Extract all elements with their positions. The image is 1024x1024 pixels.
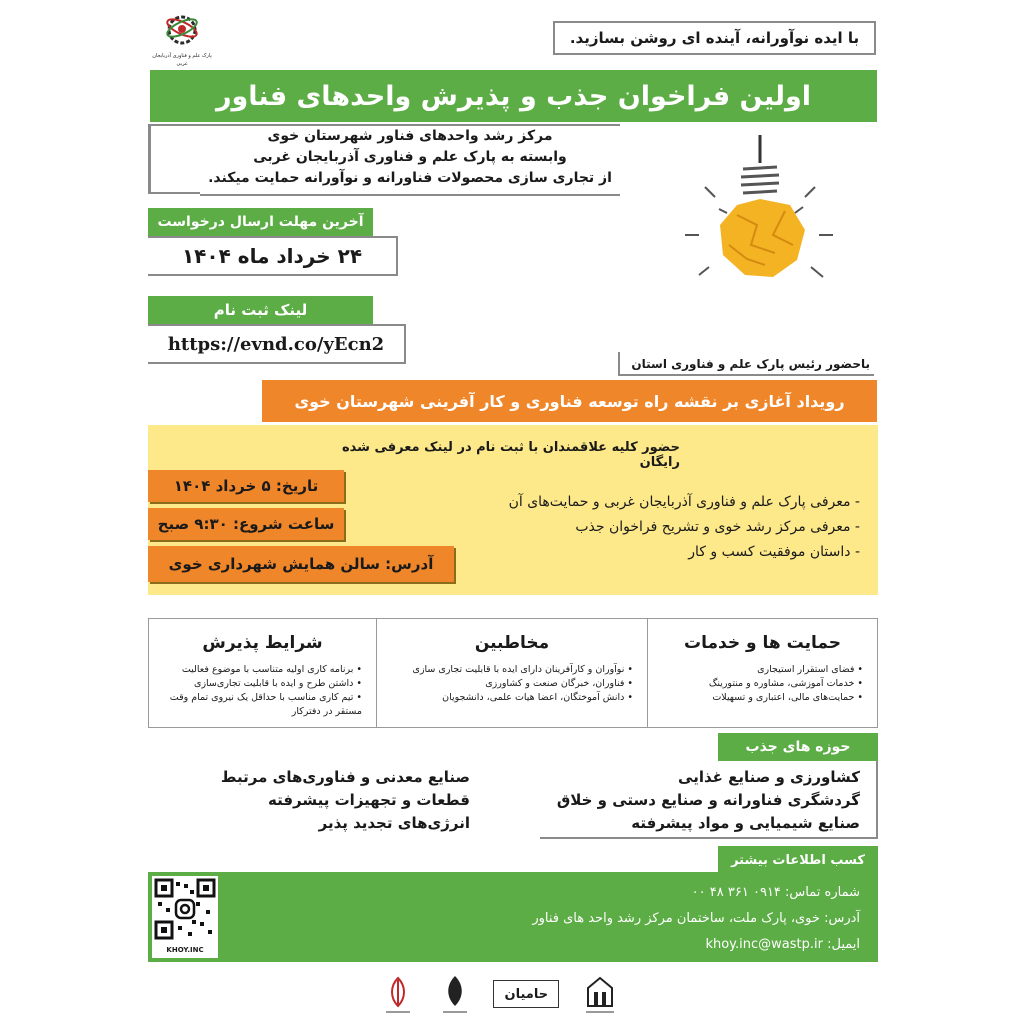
field-item: گردشگری فناورانه و صنایع دستی و خلاق bbox=[556, 791, 860, 809]
government-emblem-icon bbox=[380, 972, 416, 1016]
audience-title: مخاطبین bbox=[474, 633, 550, 653]
field-item: صنایع معدنی و فناوری‌های مرتبط bbox=[220, 768, 470, 786]
agenda-item: - داستان موفقیت کسب و کار bbox=[688, 544, 860, 560]
contact-title: کسب اطلاعات بیشتر bbox=[718, 846, 878, 874]
fields-title: حوزه های جذب bbox=[718, 733, 878, 761]
park-logo bbox=[150, 8, 214, 67]
agenda-item: - معرفی پارک علم و فناوری آذربایجان غربی و حمایت‌های آن bbox=[508, 494, 860, 510]
intro-line-1: مرکز رشد واحدهای فناور شهرستان خوی bbox=[267, 128, 553, 144]
list-item: • برنامه کاری اولیه متناسب با موضوع فعالیت bbox=[181, 664, 362, 675]
contact-address: آدرس: خوی، پارک ملت، ساختمان مرکز رشد واحد های فناور bbox=[532, 911, 860, 926]
contact-email[interactable]: ایمیل: khoy.inc@wastp.ir bbox=[705, 937, 860, 952]
sponsors-row bbox=[380, 970, 620, 1018]
agenda-item: - معرفی مرکز رشد خوی و تشریح فراخوان جذب bbox=[575, 519, 860, 535]
event-invite: حضور کلیه علاقمندان با ثبت نام در لینک معرفی شده رایگان bbox=[341, 440, 680, 470]
list-item: • تیم کاری مناسب با حداقل یک نیروی تمام وقت مستقر در دفترکار bbox=[169, 692, 362, 717]
list-item: • خدمات آموزشی، مشاوره و منتورینگ bbox=[708, 678, 863, 689]
event-address: آدرس: سالن همایش شهرداری خوی bbox=[148, 546, 454, 582]
contact-phone: شماره تماس: ۰۹۱۴ ۳۶۱ ۴۸ ۰۰ bbox=[691, 885, 860, 900]
info-columns bbox=[148, 618, 878, 728]
ministry-emblem-icon bbox=[437, 972, 473, 1016]
conditions-title: شرایط پذیرش bbox=[202, 633, 323, 653]
registration-url[interactable]: https://evnd.co/yEcn2 bbox=[148, 324, 406, 364]
qr-code[interactable] bbox=[152, 876, 218, 958]
event-start-time: ساعت شروع: ۹:۳۰ صبح bbox=[148, 508, 344, 540]
registration-label: لینک ثبت نام bbox=[148, 296, 373, 324]
logo-caption: پارک علم و فناوری آذربایجان غربی bbox=[152, 53, 212, 67]
deadline-value: ۲۴ خرداد ماه ۱۴۰۴ bbox=[148, 236, 398, 276]
field-item: صنایع شیمیایی و مواد پیشرفته bbox=[631, 814, 860, 832]
list-item: • نوآوران و کارآفرینان دارای ایده با قابلیت تجاری سازی bbox=[412, 664, 633, 675]
list-item: • داشتن طرح و ایده با قابلیت تجاری‌سازی bbox=[194, 678, 362, 689]
audience-column bbox=[377, 619, 648, 727]
contact-details bbox=[440, 880, 860, 958]
list-item: • دانش آموختگان، اعضا هیات علمی، دانشجویان bbox=[442, 692, 633, 703]
list-item: • فضای استقرار استیجاری bbox=[757, 664, 863, 675]
instagram-qr-icon bbox=[152, 876, 218, 942]
atom-gear-icon bbox=[150, 8, 214, 48]
sponsors-label: حامیان bbox=[493, 980, 559, 1008]
presence-note: باحضور رئیس پارک علم و فناوری استان bbox=[618, 352, 874, 376]
intro-line-3: از تجاری سازی محصولات فناورانه و نوآورانه حمایت میکند. bbox=[208, 170, 612, 186]
intro-text bbox=[200, 124, 620, 196]
fields-right-list bbox=[500, 766, 860, 835]
services-title: حمایت ها و خدمات bbox=[684, 633, 841, 653]
list-item: • حمایت‌های مالی، اعتباری و تسهیلات bbox=[712, 692, 863, 703]
list-item: • فناوران، خبرگان صنعت و کشاورزی bbox=[485, 678, 633, 689]
crumpled-paper-lightbulb-icon bbox=[665, 125, 855, 315]
municipality-emblem-icon bbox=[580, 972, 620, 1016]
event-date: تاریخ: ۵ خرداد ۱۴۰۴ bbox=[148, 470, 344, 502]
main-title: اولین فراخوان جذب و پذیرش واحدهای فناور bbox=[150, 70, 877, 122]
field-item: انرژی‌های تجدید پذیر bbox=[318, 814, 470, 832]
field-item: کشاورزی و صنایع غذایی bbox=[678, 768, 860, 786]
deadline-label: آخرین مهلت ارسال درخواست bbox=[148, 208, 373, 236]
intro-line-2: وابسته به پارک علم و فناوری آذربایجان غربی bbox=[253, 149, 567, 165]
services-column bbox=[648, 619, 877, 727]
conditions-column bbox=[149, 619, 377, 727]
event-agenda bbox=[455, 490, 860, 565]
qr-caption: KHOY.INC bbox=[166, 946, 204, 954]
tagline: با ایده نوآورانه، آینده ای روشن بسازید. bbox=[553, 21, 876, 55]
fields-left-list bbox=[150, 766, 470, 835]
field-item: قطعات و تجهیزات پیشرفته bbox=[267, 791, 470, 809]
event-title: رویداد آغازی بر نقشه راه توسعه فناوری و کار آفرینی شهرستان خوی bbox=[262, 380, 877, 422]
